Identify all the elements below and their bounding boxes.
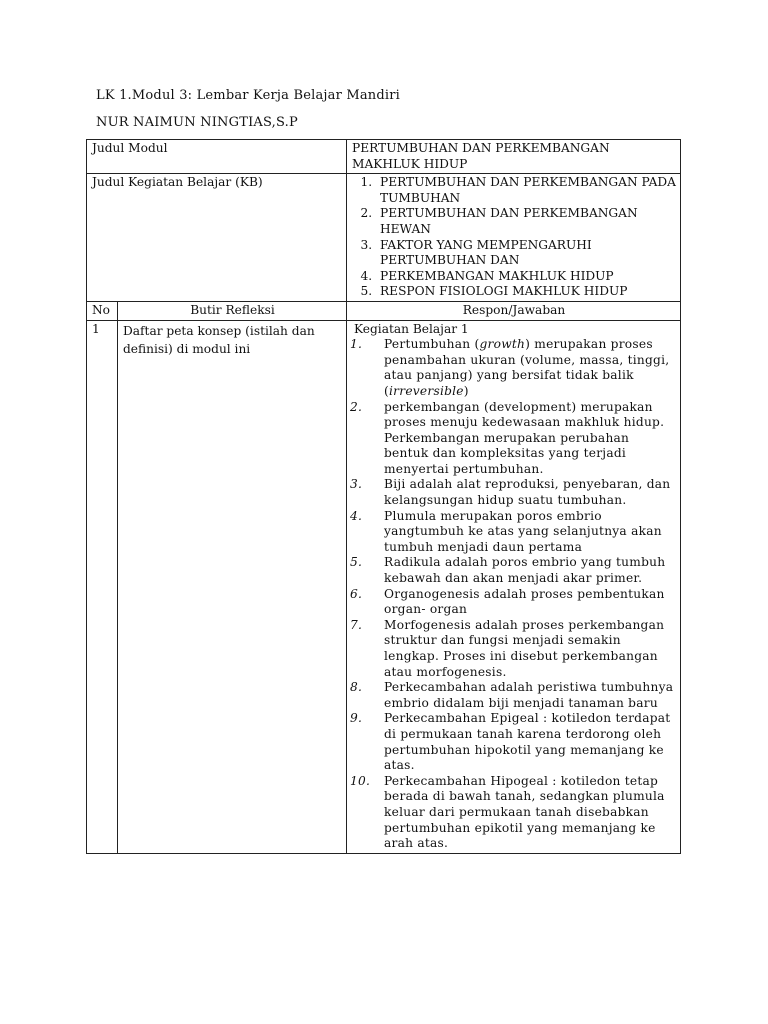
item-text-part: Pertumbuhan (: [384, 337, 480, 352]
kb-list: [352, 175, 676, 300]
item-number: 5.: [350, 555, 363, 570]
item-text-italic: growth: [479, 337, 526, 352]
item-text: Perkecambahan adalah peristiwa tumbuhnya embrio didalam biji menjadi tanaman baru: [384, 680, 674, 710]
kb-item: 4. PERKEMBANGAN MAKHLUK HIDUP: [376, 269, 676, 285]
butir-refleksi: Daftar peta konsep (istilah dan definisi) di modul ini: [118, 320, 347, 853]
worksheet-table: [86, 139, 681, 854]
item-text: Plumula merupakan poros embrio yangtumbuh ke atas yang selanjutnya akan tumbuh menjadi daun pertama: [384, 508, 662, 554]
item-text: Biji adalah alat reproduksi, penyebaran, dan kelangsungan hidup suatu tumbuhan.: [384, 477, 671, 508]
list-item: [352, 680, 676, 711]
row-number: 1: [87, 320, 118, 853]
item-number: 3.: [350, 477, 363, 492]
column-header-respon: Respon/Jawaban: [347, 301, 681, 320]
item-text-part: ) merupakan proses penambahan ukuran (volume, massa, tinggi, atau panjang) yang bersifat tidak balik (: [384, 337, 670, 398]
item-text: Perkecambahan Hipogeal : kotiledon tetap berada di bawah tanah, sedangkan plumula keluar dari permukaan tanah disebabkan pertumbuhan epikotil yang memanjang ke arah atas.: [384, 773, 665, 851]
list-item: [352, 555, 676, 586]
table-header-row: [87, 301, 681, 320]
item-text: Organogenesis adalah proses pembentukan organ- organ: [384, 586, 665, 617]
column-header-butir: Butir Refleksi: [118, 301, 347, 320]
list-item: [352, 618, 676, 680]
item-text: Morfogenesis adalah proses perkembangan struktur dan fungsi menjadi semakin lengkap. Proses ini disebut perkembangan atau morfogenesis.: [384, 617, 665, 679]
kb-item: 1. PERTUMBUHAN DAN PERKEMBANGAN PADA TUMBUHAN: [376, 175, 676, 206]
list-item: [352, 477, 676, 508]
author-name: NUR NAIMUN NINGTIAS,S.P: [96, 115, 298, 130]
item-number: 7.: [350, 617, 363, 632]
item-number: 1.: [350, 337, 363, 352]
item-text-part: ): [463, 383, 469, 398]
list-item: [352, 587, 676, 618]
list-item: [352, 400, 676, 478]
item-text: Radikula adalah poros embrio yang tumbuh kebawah dan akan menjadi akar primer.: [384, 555, 666, 586]
item-text: Perkecambahan Epigeal : kotiledon terdapat di permukaan tanah karena terdorong oleh pertumbuhan hipokotil yang memanjang ke atas.: [384, 711, 671, 773]
judul-modul-row: [87, 140, 681, 174]
kb-item: 2. PERTUMBUHAN DAN PERKEMBANGAN HEWAN: [376, 206, 676, 237]
judul-kb-row: [87, 174, 681, 302]
judul-kb-label: Judul Kegiatan Belajar (KB): [87, 174, 347, 302]
judul-modul-value: PERTUMBUHAN DAN PERKEMBANGAN MAKHLUK HIDUP: [347, 140, 681, 174]
item-text-italic: irreversible: [389, 383, 464, 398]
respon-cell: [347, 320, 681, 853]
answer-list: [352, 337, 676, 852]
item-number: 4.: [350, 508, 363, 523]
judul-modul-label: Judul Modul: [87, 140, 347, 174]
item-number: 2.: [350, 399, 363, 414]
list-item: [352, 337, 676, 399]
kegiatan-title: Kegiatan Belajar 1: [354, 321, 469, 336]
document-title: LK 1.Modul 3: Lembar Kerja Belajar Mandiri: [96, 88, 401, 103]
column-header-no: No: [87, 301, 118, 320]
item-number: 6.: [350, 586, 363, 601]
kb-item: 5. RESPON FISIOLOGI MAKHLUK HIDUP: [376, 284, 676, 300]
table-row: [87, 320, 681, 853]
item-number: 8.: [350, 680, 363, 695]
list-item: [352, 774, 676, 852]
item-number: 10.: [350, 773, 371, 788]
list-item: [352, 509, 676, 556]
kb-list-cell: [347, 174, 681, 302]
list-item: [352, 711, 676, 773]
kb-item: 3. FAKTOR YANG MEMPENGARUHI PERTUMBUHAN DAN: [376, 238, 676, 269]
item-number: 9.: [350, 711, 363, 726]
item-text: perkembangan (development) merupakan proses menuju kedewasaan makhluk hidup. Perkembangan merupakan perubahan bentuk dan kompleksitas yang terjadi menyertai pertumbuhan.: [384, 399, 665, 476]
